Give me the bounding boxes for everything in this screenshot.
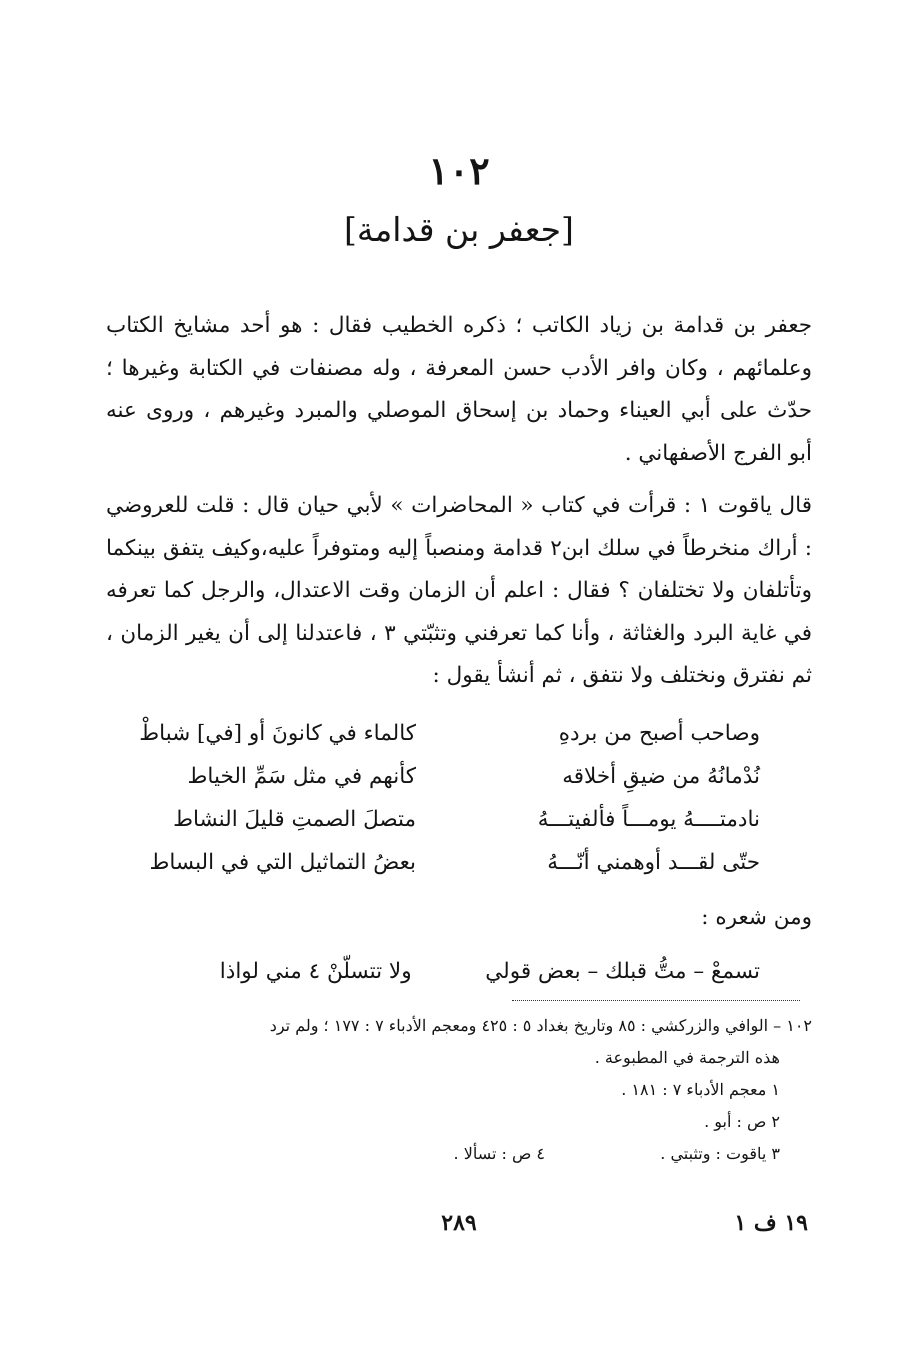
- footnote-divider: [512, 1000, 800, 1001]
- footnote-main-continued: هذه الترجمة في المطبوعة .: [594, 1048, 780, 1067]
- footnote-2: ٢ ص : أبو .: [704, 1112, 780, 1131]
- paragraph-1: جعفر بن قدامة بن زياد الكاتب ؛ ذكره الخطيب فقال : هو أحد مشايخ الكتاب وعلمائهم ، وكان وافر الأدب حسن المعرفة ، وله مصنفات في الكتابة وغيرها ؛ حدّث على أبي العيناء وحماد بن إسحاق الموصلي والمبرد وغيرهم ، وروى عنه أبو الفرج الأصفهاني .: [106, 313, 812, 466]
- verse-first-hemistich: نادمتــــهُ يومـــاً فألفيتـــهُ: [537, 807, 760, 832]
- signature-mark: ١٩ ف ١: [734, 1210, 808, 1236]
- verse-second-hemistich: كأنهم في مثل سَمِّ الخياط: [187, 764, 416, 789]
- footnotes: [106, 1010, 812, 1170]
- verse-first-hemistich: حتّى لقـــد أوهمني أنّـــهُ: [547, 850, 760, 875]
- page-number: ٢٨٩: [441, 1210, 477, 1236]
- footnote-3: ٣ ياقوت : وتثبتي .: [660, 1144, 780, 1163]
- verse-first-hemistich: تسمعْ – متُّ قبلك – بعض قولي: [485, 959, 760, 984]
- poem: [139, 712, 760, 884]
- verse-second-hemistich: بعضُ التماثيل التي في البساط: [149, 850, 416, 875]
- closing-verse: [160, 952, 760, 992]
- entry-title: [جعفر بن قدامة]: [344, 210, 574, 249]
- entry-number: ١٠٢: [428, 148, 490, 193]
- biography-text: [106, 305, 812, 698]
- paragraph-2: قال ياقوت ١ : قرأت في كتاب « المحاضرات » لأبي حيان قال : قلت للعروضي : أراك منخرطاً في سلك ابن٢ قدامة ومنصباً إليه ومتوفراً عليه،وكيف يتفق بينكما وتأتلفان ولا تختلفان ؟ فقال : اعلم أن الزمان وقت الاعتدال، والرجل كما تعرفه في غاية البرد والغثاثة ، وأنا كما تعرفني وتثبّتي ٣ ، فاعتدلنا إلى أن يغير الزمان ، ثم نفترق ونختلف ولا نتفق ، ثم أنشأ يقول :: [106, 493, 812, 688]
- footnote-1: ١ معجم الأدباء ٧ : ١٨١ .: [621, 1080, 780, 1099]
- verse: [160, 755, 760, 798]
- verse: [149, 841, 760, 884]
- verse: [160, 798, 760, 841]
- footnote-4: ٤ ص : تسألا .: [453, 1144, 545, 1163]
- verse-first-hemistich: وصاحب أصبح من بردهِ: [558, 721, 760, 746]
- more-poetry-intro: ومن شعره :: [701, 905, 812, 930]
- verse-second-hemistich: ولا تتسلّنْ ٤ مني لواذا: [219, 959, 412, 984]
- verse-first-hemistich: نُدْمانُهُ من ضيقِ أخلاقه: [562, 764, 760, 789]
- verse-second-hemistich: متصلَ الصمتِ قليلَ النشاط: [173, 807, 416, 832]
- verse: [139, 712, 760, 755]
- footnote-main: ١٠٢ – الوافي والزركشي : ٨٥ وتاريخ بغداد ٥ : ٤٢٥ ومعجم الأدباء ٧ : ١٧٧ ؛ ولم ترد: [269, 1016, 812, 1035]
- verse-second-hemistich: كالماء في كانونَ أو [في] شباطْ: [139, 721, 416, 746]
- footnote-row: [106, 1138, 812, 1170]
